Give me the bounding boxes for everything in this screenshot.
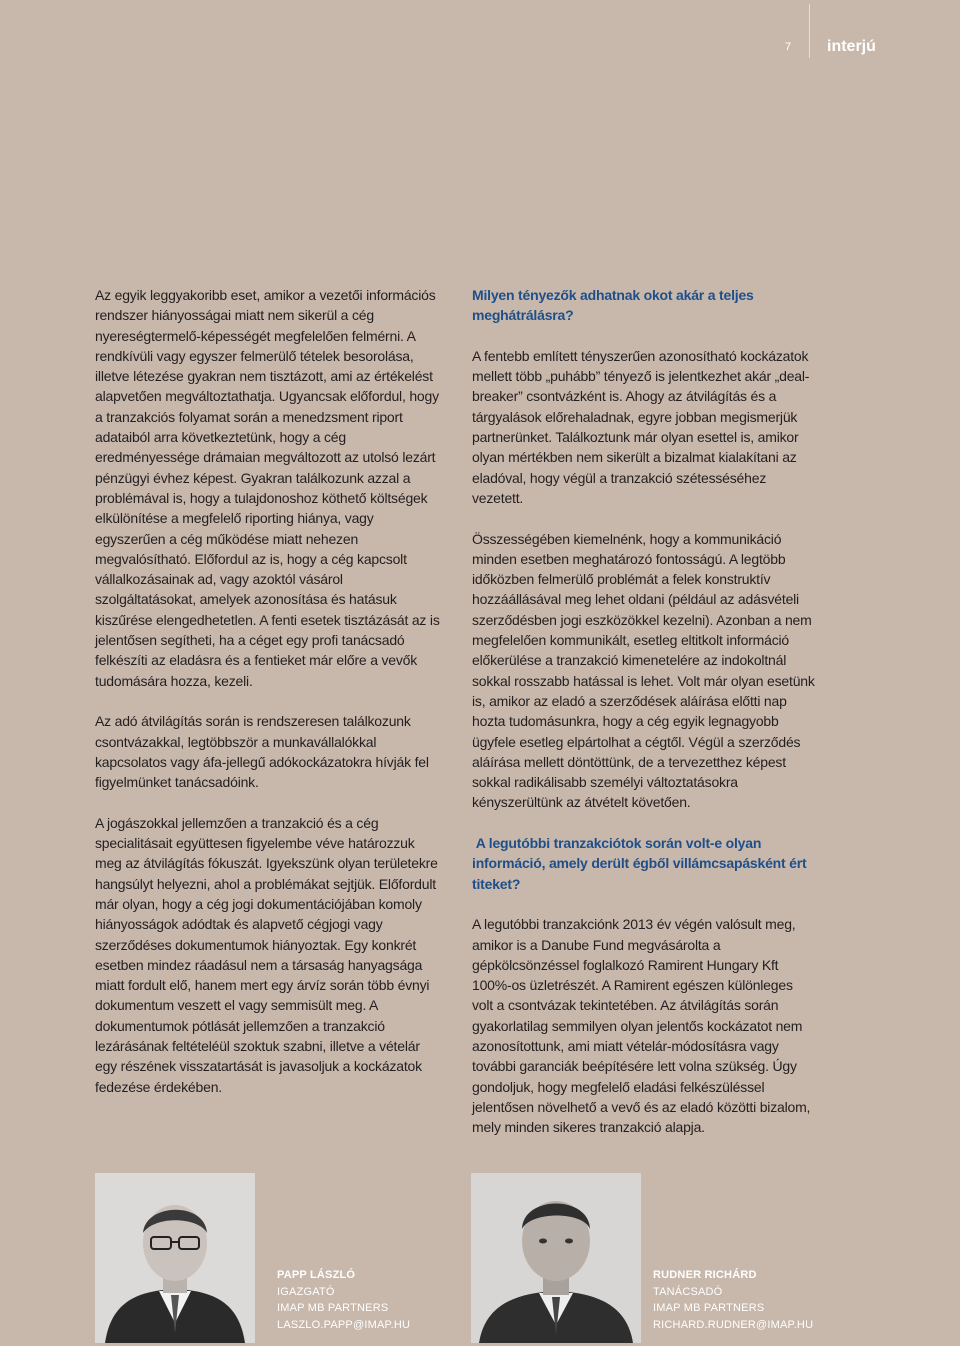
right-column [472,285,817,1158]
paragraph: Az adó átvilágítás során is rendszeresen találkozunk csontvázakkal, legtöbbször a munkavállalókkal kapcsolatos vagy áfa-jellegű adókockázatokra hívják fel figyelmünket tanácsadóink. [95,713,429,791]
paragraph: Összességében kiemelnénk, hogy a kommunikáció minden esetben meghatározó fontosságú. A legtöbb időközben felmerülő problémát a felek konstruktív hozzáállásával meg lehet oldani (például az adásvételi szerződésben jogi eszközökkel kezelni). Azonban a nem megfelelően kommunikált, esetleg eltitkolt információ előkerülése a tranzakció kimenetelére az indokoltnál sokkal rosszabb hatással is lehet. Volt már olyan esetünk is, amikor az eladó a szerződések aláírása előtti nap hozta tudomásunkra, hogy a cég egyik legnagyobb ügyfele esetleg elpártolhat a cégtől. Végül a szerződés aláírása mellett döntöttünk, de a tervezetthez képest sokkal radikálisabb személyi változtatásokra kényszerültünk az átvételt követően. [472,530,815,811]
person-company: IMAP MB PARTNERS [653,1302,765,1314]
person-company: IMAP MB PARTNERS [277,1302,389,1314]
person-title: IGAZGATÓ [277,1285,335,1298]
person-title: TANÁCSADÓ [653,1285,723,1298]
interview-question: A legutóbbi tranzakciótok során volt-e olyan információ, amely derült égből villámcsapásként ért titeket? [472,835,811,892]
person-name: PAPP LÁSZLÓ [277,1269,356,1281]
paragraph: A fentebb említett tényszerűen azonosítható kockázatok mellett több „puhább” tényező is jelentkezhet akár „deal-breaker” csontvázként is. Ahogy az átvilágítás és a tárgyalások előrehaladnak, egyre jobban megismerjük partnerünket. Találkoztunk már olyan esettel is, amikor olyan mértékben nem sikerült a bizalmat kialakítani az eladóval, hogy végül a tranzakció szétesséséhez vezetett. [472,347,810,506]
person-email: RICHARD.RUDNER@IMAP.HU [653,1318,814,1331]
portrait-photo [95,1173,255,1343]
interview-question: Milyen tényezők adhatnak okot akár a teljes meghátrálásra? [472,287,754,324]
portrait-illustration [471,1173,641,1343]
paragraph: A jogászokkal jellemzően a tranzakció és a cég specialitásait együttesen figyelembe véve határozzuk meg az átvilágítás fókuszát. Igyekszünk olyan területekre hangsúlyt helyezni, ahol a problémákat sejtjük. Előfordult már olyan, hogy a cég jogi dokumentációjában komoly hiányosságok adódtak és alapvető cégjogi vagy szerződéses dokumentumok hiányoztak. Egy konkrét esetben mindez ráadásul nem a társaság hanyagsága miatt fordult elő, hanem mert egy árvíz során több évnyi dokumentum veszett el vagy semmisült meg. A dokumentumok pótlását jellemzően a tranzakció lezárásának feltételéül szoktuk szabni, illetve a vételár egy részének visszatartását is javasoljuk a kockázatok fedezése érdekében. [95,814,438,1095]
paragraph: A legutóbbi tranzakciónk 2013 év végén valósult meg, amikor is a Danube Fund megvásárolta a gépkölcsönzéssel foglalkozó Ramirent Hungary Kft 100%-os üzletrészét. A Ramirent egészen különleges volt a csontvázak tekintetében. Az átvilágítás során gyakorlatilag semmilyen olyan jelentős kockázatot nem azonosítottunk, ami miatt vételár-módosításra vagy további garanciák beépítésére lett volna szükség. Úgy gondoljuk, hogy megfelelő eladási felkészüléssel jelentősen növelhető a vevő és az eladó közötti bizalom, mely minden sikeres tranzakció alapja. [472,916,811,1136]
paragraph: Az egyik leggyakoribb eset, amikor a vezetői információs rendszer hiányosságai miatt nem sikerül a cég nyereségtermelő-képességét megfelelően felmérni. A rendkívüli vagy egyszer felmerülő tételek besorolása, illetve létezése gyakran nem tisztázott, ami az értékelést alapvetően megváltoztathatja. Ugyancsak előfordul, hogy a tranzakciós folyamat során a menedzsment riport adataiból arra következtetünk, hogy a cég eredményessége drámaian megváltozott az utolsó lezárt pénzügyi évhez képest. Gyakran találkozunk azzal a problémával is, hogy a tulajdonoshoz köthető költségek elkülönítése a megfelelő riporting hiánya, vagy egyszerűen a cég működése miatt nehezen megvalósítható. Előfordul az is, hogy a cég kapcsolt vállalkozásainak ad, vagy azoktól vásárol szolgáltatásokat, amelyek azonosítása és hatásuk kiszűrése elengedhetetlen. A fenti esetek tisztázását az is jelentősen segítheti, ha a céget egy profi tanácsadó felkészíti az eladásra és a fentieket már előre a vevők tudomására hozza, kezeli. [95,287,440,689]
section-label: interjú [827,38,876,55]
portrait-photo [471,1173,641,1343]
page-header [0,0,960,80]
page-number: 7 [784,41,792,53]
profile-card [471,1173,812,1343]
profile-caption [277,1267,410,1333]
profile-caption [653,1267,813,1333]
profile-card [95,1173,435,1343]
person-name: RUDNER RICHÁRD [653,1269,757,1281]
portrait-illustration [95,1173,255,1343]
left-column [95,285,440,1117]
header-divider [809,4,810,58]
person-email: LASZLO.PAPP@IMAP.HU [277,1318,411,1331]
